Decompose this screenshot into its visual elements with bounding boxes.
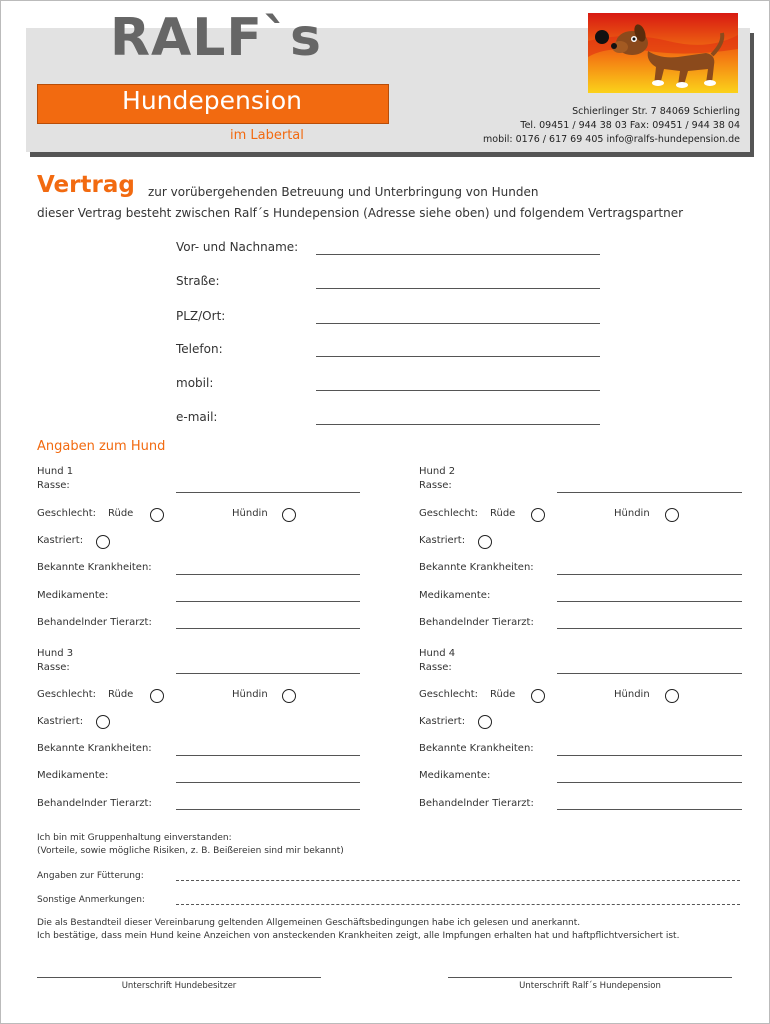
vet-field[interactable] <box>176 809 360 810</box>
dog-title: Hund 2 <box>419 466 456 477</box>
mobile-field[interactable] <box>316 390 600 391</box>
gender-label: Geschlecht: <box>419 689 479 700</box>
neutered-radio[interactable] <box>96 535 110 549</box>
neutered-radio[interactable] <box>96 715 110 729</box>
race-label: Rasse: <box>37 480 70 491</box>
gender-label: Geschlecht: <box>37 508 97 519</box>
pension-signature-label: Unterschrift Ralf´s Hundepension <box>519 981 661 991</box>
male-radio[interactable] <box>531 689 545 703</box>
contract-title: Vertrag <box>37 172 135 198</box>
female-label: Hündin <box>614 508 650 519</box>
dogs-heading: Angaben zum Hund <box>37 439 166 454</box>
female-radio[interactable] <box>282 508 296 522</box>
diseases-field[interactable] <box>176 755 360 756</box>
race-field[interactable] <box>557 673 742 674</box>
contract-intro: dieser Vertrag besteht zwischen Ralf´s Hundepension (Adresse siehe oben) und folgendem Vertragspartner <box>37 206 684 220</box>
female-label: Hündin <box>232 508 268 519</box>
diseases-label: Bekannte Krankheiten: <box>37 743 152 754</box>
race-field[interactable] <box>176 673 360 674</box>
name-field[interactable] <box>316 254 600 255</box>
terms-line2: Ich bestätige, dass mein Hund keine Anzeichen von ansteckenden Krankheiten zeigt, alle Impfungen erhalten hat und haftpflichtversichert ist. <box>37 931 680 941</box>
female-radio[interactable] <box>282 689 296 703</box>
medication-field[interactable] <box>176 601 360 602</box>
medication-label: Medikamente: <box>37 590 109 601</box>
dog-title: Hund 1 <box>37 466 74 477</box>
owner-signature-field[interactable] <box>37 977 321 978</box>
race-label: Rasse: <box>37 662 70 673</box>
phone-label: Telefon: <box>176 342 223 356</box>
group-consent-line2: (Vorteile, sowie mögliche Risiken, z. B. Beißereien sind mir bekannt) <box>37 846 344 856</box>
male-radio[interactable] <box>531 508 545 522</box>
owner-signature-label: Unterschrift Hundebesitzer <box>121 981 237 991</box>
vet-field[interactable] <box>176 628 360 629</box>
female-label: Hündin <box>614 689 650 700</box>
gender-label: Geschlecht: <box>419 508 479 519</box>
medication-field[interactable] <box>176 782 360 783</box>
vet-field[interactable] <box>557 628 742 629</box>
female-label: Hündin <box>232 689 268 700</box>
remarks-label: Sonstige Anmerkungen: <box>37 895 145 905</box>
logo-main: RALF`s <box>110 8 322 68</box>
vet-field[interactable] <box>557 809 742 810</box>
name-label: Vor- und Nachname: <box>176 240 299 254</box>
vet-label: Behandelnder Tierarzt: <box>37 617 152 628</box>
male-radio[interactable] <box>150 508 164 522</box>
street-field[interactable] <box>316 288 600 289</box>
neutered-radio[interactable] <box>478 535 492 549</box>
diseases-label: Bekannte Krankheiten: <box>419 562 534 573</box>
medication-label: Medikamente: <box>37 770 109 781</box>
female-radio[interactable] <box>665 508 679 522</box>
medication-label: Medikamente: <box>419 770 491 781</box>
dog-illustration <box>588 13 738 93</box>
terms-line1: Die als Bestandteil dieser Vereinbarung geltenden Allgemeinen Geschäftsbedingungen habe ich gelesen und anerkannt. <box>37 918 581 928</box>
group-consent-line1: Ich bin mit Gruppenhaltung einverstanden: <box>37 833 232 843</box>
race-label: Rasse: <box>419 662 452 673</box>
diseases-field[interactable] <box>557 574 742 575</box>
female-radio[interactable] <box>665 689 679 703</box>
feeding-field[interactable] <box>176 880 740 881</box>
neutered-label: Kastriert: <box>419 716 466 727</box>
race-field[interactable] <box>176 492 360 493</box>
medication-field[interactable] <box>557 601 742 602</box>
neutered-label: Kastriert: <box>37 535 84 546</box>
feeding-label: Angaben zur Fütterung: <box>37 871 144 881</box>
gender-label: Geschlecht: <box>37 689 97 700</box>
male-label: Rüde <box>108 508 134 519</box>
remarks-field[interactable] <box>176 904 740 905</box>
logo-sub: Hundepension <box>122 86 302 115</box>
male-label: Rüde <box>490 508 516 519</box>
neutered-radio[interactable] <box>478 715 492 729</box>
male-radio[interactable] <box>150 689 164 703</box>
city-field[interactable] <box>316 323 600 324</box>
male-label: Rüde <box>108 689 134 700</box>
diseases-field[interactable] <box>557 755 742 756</box>
phone-field[interactable] <box>316 356 600 357</box>
vet-label: Behandelnder Tierarzt: <box>419 617 534 628</box>
pension-signature-field[interactable] <box>448 977 732 978</box>
mobile-email: mobil: 0176 / 617 69 405 info@ralfs-hundepension.de <box>483 134 740 145</box>
phone-fax: Tel. 09451 / 944 38 03 Fax: 09451 / 944 38 04 <box>520 120 740 131</box>
vet-label: Behandelnder Tierarzt: <box>419 798 534 809</box>
race-field[interactable] <box>557 492 742 493</box>
neutered-label: Kastriert: <box>419 535 466 546</box>
male-label: Rüde <box>490 689 516 700</box>
email-field[interactable] <box>316 424 600 425</box>
mobile-label: mobil: <box>176 376 214 390</box>
dog-title: Hund 3 <box>37 648 74 659</box>
diseases-label: Bekannte Krankheiten: <box>419 743 534 754</box>
email-label: e-mail: <box>176 410 218 424</box>
dog-title: Hund 4 <box>419 648 456 659</box>
location: im Labertal <box>230 128 304 143</box>
medication-field[interactable] <box>557 782 742 783</box>
street-label: Straße: <box>176 274 220 288</box>
address: Schierlinger Str. 7 84069 Schierling <box>572 106 740 117</box>
city-label: PLZ/Ort: <box>176 309 226 323</box>
vet-label: Behandelnder Tierarzt: <box>37 798 152 809</box>
medication-label: Medikamente: <box>419 590 491 601</box>
diseases-field[interactable] <box>176 574 360 575</box>
race-label: Rasse: <box>419 480 452 491</box>
diseases-label: Bekannte Krankheiten: <box>37 562 152 573</box>
contract-subtitle: zur vorübergehenden Betreuung und Unterbringung von Hunden <box>148 185 539 199</box>
neutered-label: Kastriert: <box>37 716 84 727</box>
